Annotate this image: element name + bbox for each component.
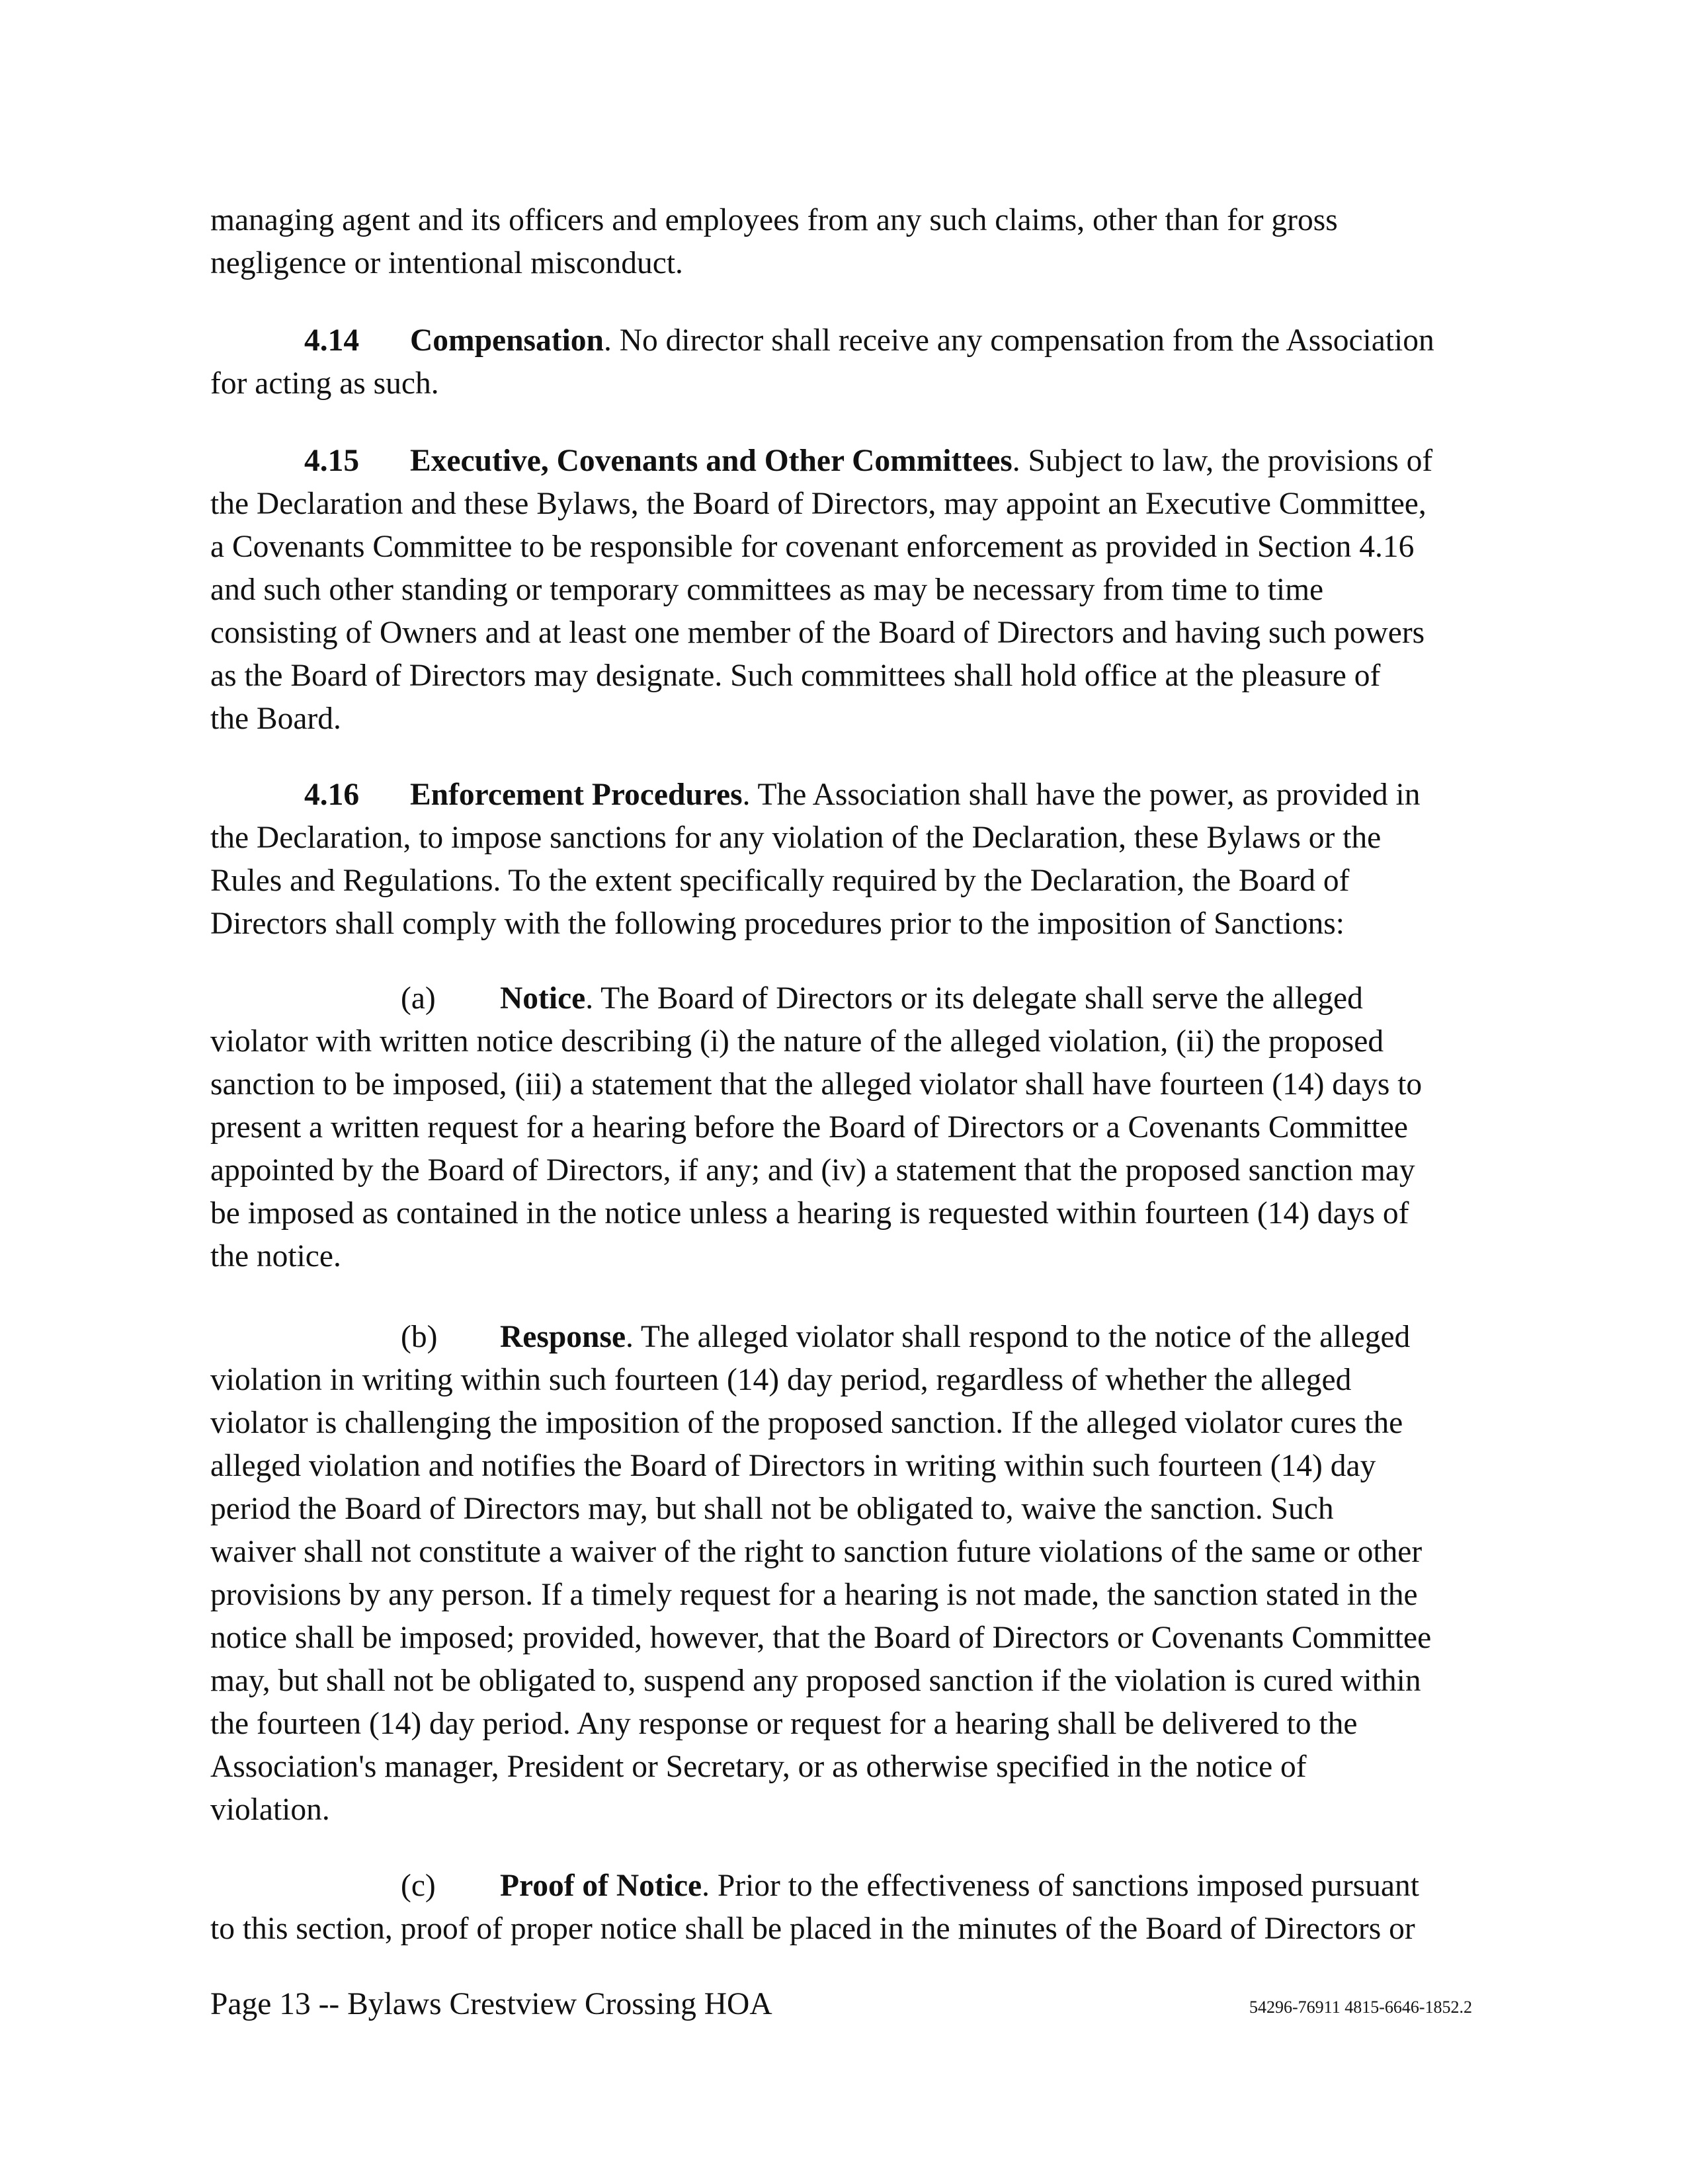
subsection-b-response [210,1316,1500,1832]
continuation-paragraph [210,199,1500,285]
paragraph-line: the Declaration, to impose sanctions for any violation of the Declaration, these Bylaws or the [210,821,1382,855]
paragraph-line: as the Board of Directors may designate. Such committees shall hold office at the pleasure of [210,659,1381,693]
section-number: 4.16 [304,778,360,812]
section-heading: Enforcement Procedures [410,778,743,812]
paragraph-line: the notice. [210,1239,341,1274]
section-number: 4.15 [304,444,360,478]
paragraph-line: the Declaration and these Bylaws, the Board of Directors, may appoint an Executive Committee, [210,487,1426,521]
subsection-text: . Prior to the effectiveness of sanctions imposed pursuant [702,1869,1419,1903]
paragraph-line: negligence or intentional misconduct. [210,246,683,280]
subsection-heading: Response [500,1320,626,1354]
paragraph-line: Directors shall comply with the following procedures prior to the imposition of Sanctions: [210,907,1344,941]
section-text: . No director shall receive any compensation from the Association [603,323,1434,358]
paragraph-line: Rules and Regulations. To the extent specifically required by the Declaration, the Board of [210,864,1350,898]
section-4-15 [210,440,1500,741]
paragraph-line: violation in writing within such fourteen (14) day period, regardless of whether the alleged [210,1363,1352,1397]
section-4-16 [210,774,1500,946]
paragraph-line: alleged violation and notifies the Board of Directors in writing within such fourteen (14) day [210,1449,1376,1483]
paragraph-line: violation. [210,1793,330,1827]
paragraph-line: for acting as such. [210,366,439,401]
paragraph-line: Association's manager, President or Secretary, or as otherwise specified in the notice of [210,1750,1307,1784]
document-id: 54296-76911 4815-6646-1852.2 [1249,1998,1473,2017]
section-text: . The Association shall have the power, as provided in [742,778,1421,812]
subsection-a-notice [210,977,1500,1278]
paragraph-line: and such other standing or temporary committees as may be necessary from time to time [210,573,1324,607]
paragraph-line: consisting of Owners and at least one member of the Board of Directors and having such powers [210,616,1425,650]
paragraph-line: the fourteen (14) day period. Any response or request for a hearing shall be delivered to the [210,1707,1358,1741]
section-heading: Compensation [410,323,604,358]
subsection-heading: Proof of Notice [500,1869,702,1903]
paragraph-line: waiver shall not constitute a waiver of the right to sanction future violations of the same or other [210,1535,1423,1569]
paragraph-line: period the Board of Directors may, but shall not be obligated to, waive the sanction. Such [210,1492,1334,1526]
subsection-text: . The Board of Directors or its delegate shall serve the alleged [585,981,1363,1016]
subsection-text: . The alleged violator shall respond to the notice of the alleged [626,1320,1411,1354]
subsection-c-proof-of-notice [210,1865,1500,1951]
paragraph-line: be imposed as contained in the notice unless a hearing is requested within fourteen (14) days of [210,1196,1409,1231]
paragraph-line: appointed by the Board of Directors, if any; and (iv) a statement that the proposed sanction may [210,1153,1415,1188]
paragraph-line: managing agent and its officers and employees from any such claims, other than for gross [210,203,1338,237]
paragraph-line: present a written request for a hearing before the Board of Directors or a Covenants Committee [210,1110,1408,1145]
subsection-marker: (b) [401,1320,438,1354]
paragraph-line: sanction to be imposed, (iii) a statement that the alleged violator shall have fourteen (14) days to [210,1067,1423,1102]
paragraph-line: notice shall be imposed; provided, however, that the Board of Directors or Covenants Committee [210,1621,1432,1655]
subsection-marker: (c) [401,1869,436,1903]
paragraph-line: to this section, proof of proper notice shall be placed in the minutes of the Board of Directors or [210,1912,1415,1946]
section-number: 4.14 [304,323,360,358]
section-4-14 [210,319,1500,405]
section-text: . Subject to law, the provisions of [1012,444,1433,478]
section-heading: Executive, Covenants and Other Committees [410,444,1013,478]
paragraph-line: violator is challenging the imposition of the proposed sanction. If the alleged violator cures the [210,1406,1403,1440]
paragraph-line: violator with written notice describing (i) the nature of the alleged violation, (ii) the proposed [210,1024,1384,1059]
paragraph-line: may, but shall not be obligated to, suspend any proposed sanction if the violation is cured within [210,1664,1421,1698]
paragraph-line: a Covenants Committee to be responsible for covenant enforcement as provided in Section 4.16 [210,530,1415,564]
page-footer-label: Page 13 -- Bylaws Crestview Crossing HOA [210,1987,772,2021]
paragraph-line: provisions by any person. If a timely request for a hearing is not made, the sanction stated in the [210,1578,1418,1612]
subsection-heading: Notice [500,981,586,1016]
subsection-marker: (a) [401,981,436,1016]
paragraph-line: the Board. [210,702,341,736]
